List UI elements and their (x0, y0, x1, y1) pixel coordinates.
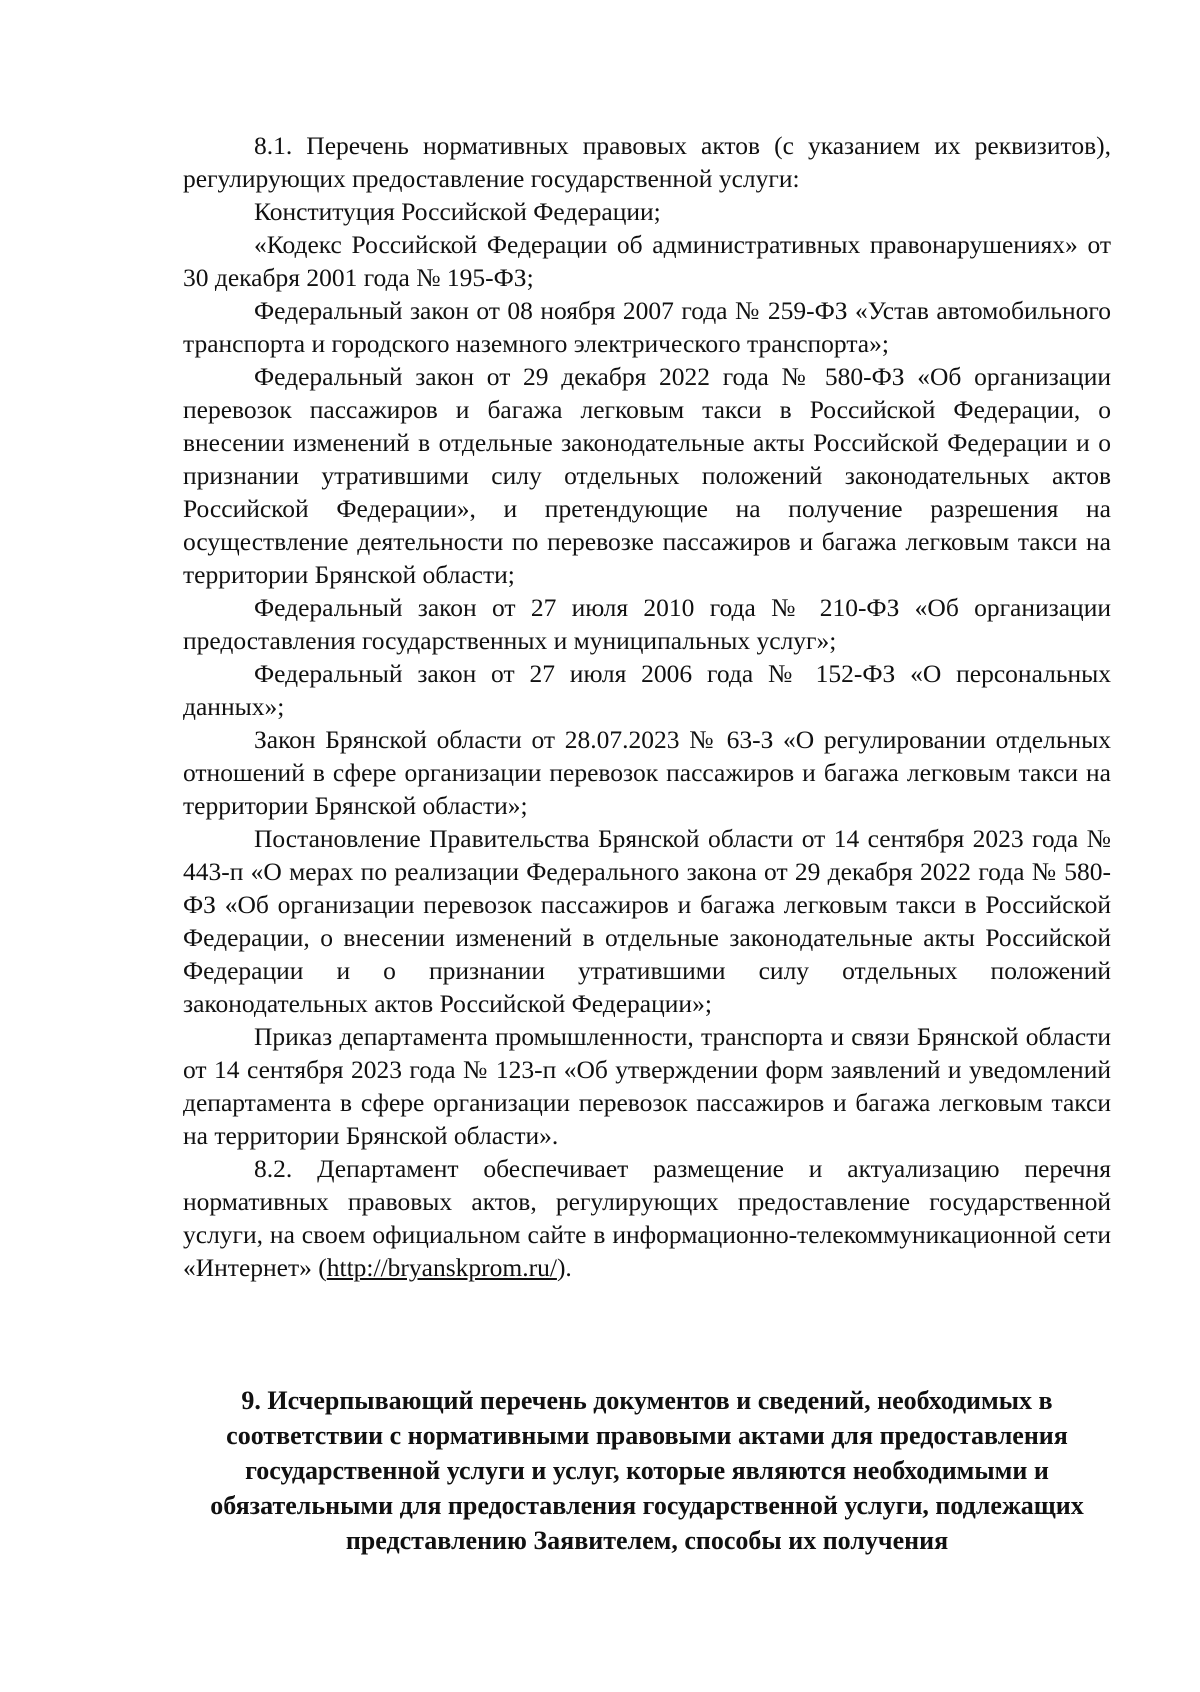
list-item-law-259: Федеральный закон от 08 ноября 2007 года № 259-ФЗ «Устав автомобильного транспорта и городского наземного электрического транспорта»; (183, 296, 1111, 358)
list-item-law-152: Федеральный закон от 27 июля 2006 года № 152-ФЗ «О персональных данных»; (183, 659, 1111, 721)
list-item-law-580: Федеральный закон от 29 декабря 2022 года № 580-ФЗ «Об организации перевозок пассажиров и багажа легковым такси в Российской Федерации, о внесении изменений в отдельные законодательные акты Российской Федерации и о признании утратившими силу отдельных положений законодательных актов Российской Федерации», и претендующие на получение разрешения на осуществление деятельности по перевозке пассажиров и багажа легковым такси на территории Брянской области; (183, 362, 1111, 589)
paragraph-8-1: 8.1. Перечень нормативных правовых актов (с указанием их реквизитов), регулирующих предоставление государственной услуги: (183, 131, 1111, 193)
list-item-administrative-code: «Кодекс Российской Федерации об административных правонарушениях» от 30 декабря 2001 года № 195-ФЗ; (183, 230, 1111, 292)
list-item-regional-law-63: Закон Брянской области от 28.07.2023 № 63-З «О регулировании отдельных отношений в сфере организации перевозок пассажиров и багажа легковым такси на территории Брянской области»; (183, 725, 1111, 820)
paragraph-8-2-tail: ). (556, 1253, 572, 1282)
list-item-constitution: Конституция Российской Федерации; (254, 197, 661, 226)
paragraph-8-2-text: 8.2. Департамент обеспечивает размещение и актуализацию перечня нормативных правовых актов, регулирующих предоставление государственной услуги, на своем официальном сайте в информационно-телекоммуникационной сети «Интернет» ( (183, 1154, 1111, 1282)
website-link[interactable]: http://bryanskprom.ru/ (326, 1253, 557, 1282)
list-item-law-210: Федеральный закон от 27 июля 2010 года № 210-ФЗ «Об организации предоставления государственных и муниципальных услуг»; (183, 593, 1111, 655)
paragraph-8-2 (183, 1152, 1111, 1284)
list-item-resolution-443: Постановление Правительства Брянской области от 14 сентября 2023 года № 443-п «О мерах по реализации Федерального закона от 29 декабря 2022 года № 580-ФЗ «Об организации перевозок пассажиров и багажа легковым такси в Российской Федерации, о внесении изменений в отдельные законодательные акты Российской Федерации и о признании утратившими силу отдельных положений законодательных актов Российской Федерации»; (183, 824, 1111, 1018)
list-item-order-123: Приказ департамента промышленности, транспорта и связи Брянской области от 14 сентября 2023 года № 123-п «Об утверждении форм заявлений и уведомлений департамента в сфере организации перевозок пассажиров и багажа легковым такси на территории Брянской области». (183, 1022, 1111, 1150)
document-body (183, 129, 1111, 1284)
section-9-heading: 9. Исчерпывающий перечень документов и сведений, необходимых в соответствии с нормативными правовыми актами для предоставления государственной услуги и услуг, которые являются необходимыми и обязательными для предоставления государственной услуги, подлежащих представлению Заявителем, способы их получения (210, 1386, 1084, 1555)
